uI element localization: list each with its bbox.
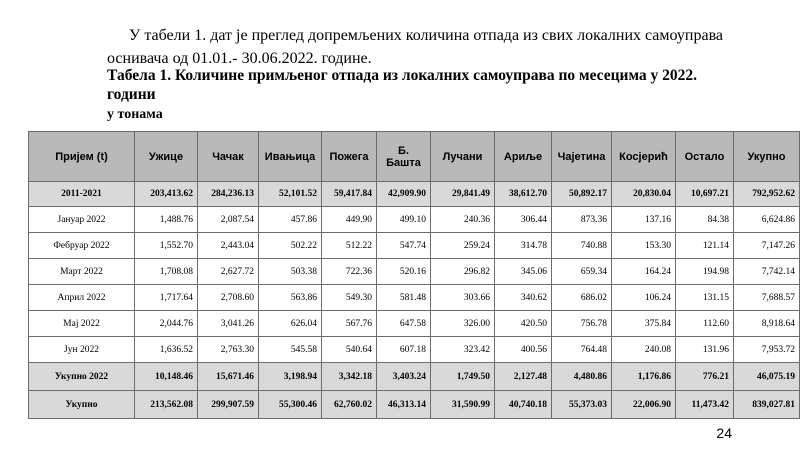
table-row <box>29 259 800 285</box>
table-cell: 314.78 <box>495 233 552 259</box>
table-cell: 7,953.72 <box>734 337 800 363</box>
table-row <box>29 207 800 233</box>
table-cell: 20,830.04 <box>612 182 676 207</box>
table-cell: 15,671.46 <box>198 363 259 391</box>
table-cell: 22,006.90 <box>612 391 676 419</box>
table-cell: 137.16 <box>612 207 676 233</box>
table-cell: 449.90 <box>322 207 377 233</box>
row-label: 2011-2021 <box>29 182 135 207</box>
table-row <box>29 311 800 337</box>
table-body <box>29 182 800 419</box>
table-cell: 194.98 <box>676 259 734 285</box>
table-cell: 7,742.14 <box>734 259 800 285</box>
waste-table <box>28 131 800 419</box>
table-row <box>29 285 800 311</box>
header-cell: Укупно <box>734 132 800 182</box>
table-cell: 2,443.04 <box>198 233 259 259</box>
table-cell: 2,044.76 <box>135 311 198 337</box>
table-cell: 873.36 <box>552 207 612 233</box>
table-cell: 512.22 <box>322 233 377 259</box>
table-cell: 164.24 <box>612 259 676 285</box>
table-cell: 1,488.76 <box>135 207 198 233</box>
row-label: Фебруар 2022 <box>29 233 135 259</box>
table-cell: 3,403.24 <box>377 363 431 391</box>
table-cell: 323.42 <box>431 337 495 363</box>
header-cell: Б. Башта <box>377 132 431 182</box>
table-cell: 2,627.72 <box>198 259 259 285</box>
table-cell: 2,763.30 <box>198 337 259 363</box>
unit-label: у тонама <box>107 107 163 122</box>
table-cell: 420.50 <box>495 311 552 337</box>
table-cell: 581.48 <box>377 285 431 311</box>
table-cell: 46,075.19 <box>734 363 800 391</box>
header-cell: Пријем (t) <box>29 132 135 182</box>
table-cell: 502.22 <box>259 233 322 259</box>
table-cell: 563.86 <box>259 285 322 311</box>
table-cell: 296.82 <box>431 259 495 285</box>
table-cell: 2,087.54 <box>198 207 259 233</box>
header-cell: Чачак <box>198 132 259 182</box>
table-cell: 1,636.52 <box>135 337 198 363</box>
table-row <box>29 233 800 259</box>
table-cell: 740.88 <box>552 233 612 259</box>
table-cell: 6,624.86 <box>734 207 800 233</box>
table-cell: 240.36 <box>431 207 495 233</box>
table-cell: 3,342.18 <box>322 363 377 391</box>
header-cell: Косјерић <box>612 132 676 182</box>
table-cell: 40,740.18 <box>495 391 552 419</box>
table-cell: 259.24 <box>431 233 495 259</box>
table-cell: 10,148.46 <box>135 363 198 391</box>
table-cell: 106.24 <box>612 285 676 311</box>
table-cell: 306.44 <box>495 207 552 233</box>
table-cell: 46,313.14 <box>377 391 431 419</box>
table-cell: 764.48 <box>552 337 612 363</box>
table-cell: 756.78 <box>552 311 612 337</box>
header-cell: Ужице <box>135 132 198 182</box>
table-cell: 722.36 <box>322 259 377 285</box>
table-cell: 340.62 <box>495 285 552 311</box>
table-cell: 11,473.42 <box>676 391 734 419</box>
table-cell: 3,041.26 <box>198 311 259 337</box>
table-cell: 31,590.99 <box>431 391 495 419</box>
table-cell: 52,101.52 <box>259 182 322 207</box>
page-number: 24 <box>716 425 732 441</box>
table-cell: 545.58 <box>259 337 322 363</box>
table-cell: 84.38 <box>676 207 734 233</box>
table-cell: 4,480.86 <box>552 363 612 391</box>
header-cell: Лучани <box>431 132 495 182</box>
table-cell: 3,198.94 <box>259 363 322 391</box>
table-cell: 55,300.46 <box>259 391 322 419</box>
row-label: Укупно 2022 <box>29 363 135 391</box>
table-cell: 284,236.13 <box>198 182 259 207</box>
table-cell: 607.18 <box>377 337 431 363</box>
table-cell: 776.21 <box>676 363 734 391</box>
table-cell: 203,413.62 <box>135 182 198 207</box>
table-cell: 2,708.60 <box>198 285 259 311</box>
table-header-row <box>29 132 800 182</box>
table-cell: 503.38 <box>259 259 322 285</box>
table-cell: 400.56 <box>495 337 552 363</box>
table-row <box>29 182 800 207</box>
table-row <box>29 391 800 419</box>
table-cell: 153.30 <box>612 233 676 259</box>
table-cell: 1,552.70 <box>135 233 198 259</box>
table-cell: 29,841.49 <box>431 182 495 207</box>
table-cell: 520.16 <box>377 259 431 285</box>
table-cell: 626.04 <box>259 311 322 337</box>
table-cell: 121.14 <box>676 233 734 259</box>
table-row <box>29 337 800 363</box>
table-cell: 240.08 <box>612 337 676 363</box>
table-cell: 549.30 <box>322 285 377 311</box>
table-cell: 540.64 <box>322 337 377 363</box>
header-cell: Чајетина <box>552 132 612 182</box>
table-cell: 131.15 <box>676 285 734 311</box>
table-cell: 1,717.64 <box>135 285 198 311</box>
table-cell: 8,918.64 <box>734 311 800 337</box>
row-label: Укупно <box>29 391 135 419</box>
row-label: Март 2022 <box>29 259 135 285</box>
table-cell: 457.86 <box>259 207 322 233</box>
table-cell: 55,373.03 <box>552 391 612 419</box>
table-cell: 499.10 <box>377 207 431 233</box>
table-cell: 10,697.21 <box>676 182 734 207</box>
table-cell: 647.58 <box>377 311 431 337</box>
table-cell: 686.02 <box>552 285 612 311</box>
table-cell: 326.00 <box>431 311 495 337</box>
table-cell: 42,909.90 <box>377 182 431 207</box>
table-cell: 547.74 <box>377 233 431 259</box>
table-cell: 839,027.81 <box>734 391 800 419</box>
header-cell: Пожега <box>322 132 377 182</box>
header-cell: Ивањица <box>259 132 322 182</box>
table-cell: 567.76 <box>322 311 377 337</box>
row-label: Април 2022 <box>29 285 135 311</box>
row-label: Јануар 2022 <box>29 207 135 233</box>
table-caption: Табела 1. Количине примљеног отпада из локалних самоуправа по месецима у 2022. години <box>107 67 698 103</box>
table-cell: 50,892.17 <box>552 182 612 207</box>
table-row <box>29 363 800 391</box>
row-label: Јун 2022 <box>29 337 135 363</box>
table-cell: 59,417.84 <box>322 182 377 207</box>
table-cell: 131.96 <box>676 337 734 363</box>
header-cell: Остало <box>676 132 734 182</box>
table-cell: 7,688.57 <box>734 285 800 311</box>
table-cell: 1,176.86 <box>612 363 676 391</box>
table-cell: 62,760.02 <box>322 391 377 419</box>
intro-paragraph: У табели 1. дат је преглед допремљених количина отпада из свих локалних самоуправа оснивача од 01.01.- 30.06.2022. године. <box>107 27 724 67</box>
table-cell: 375.84 <box>612 311 676 337</box>
table-cell: 299,907.59 <box>198 391 259 419</box>
table-cell: 659.34 <box>552 259 612 285</box>
table-cell: 303.66 <box>431 285 495 311</box>
table-cell: 2,127.48 <box>495 363 552 391</box>
table-cell: 1,708.08 <box>135 259 198 285</box>
header-cell: Ариље <box>495 132 552 182</box>
table-cell: 38,612.70 <box>495 182 552 207</box>
table-cell: 1,749.50 <box>431 363 495 391</box>
table-cell: 792,952.62 <box>734 182 800 207</box>
table-cell: 345.06 <box>495 259 552 285</box>
table-cell: 7,147.26 <box>734 233 800 259</box>
table-cell: 213,562.08 <box>135 391 198 419</box>
table-cell: 112.60 <box>676 311 734 337</box>
row-label: Мај 2022 <box>29 311 135 337</box>
